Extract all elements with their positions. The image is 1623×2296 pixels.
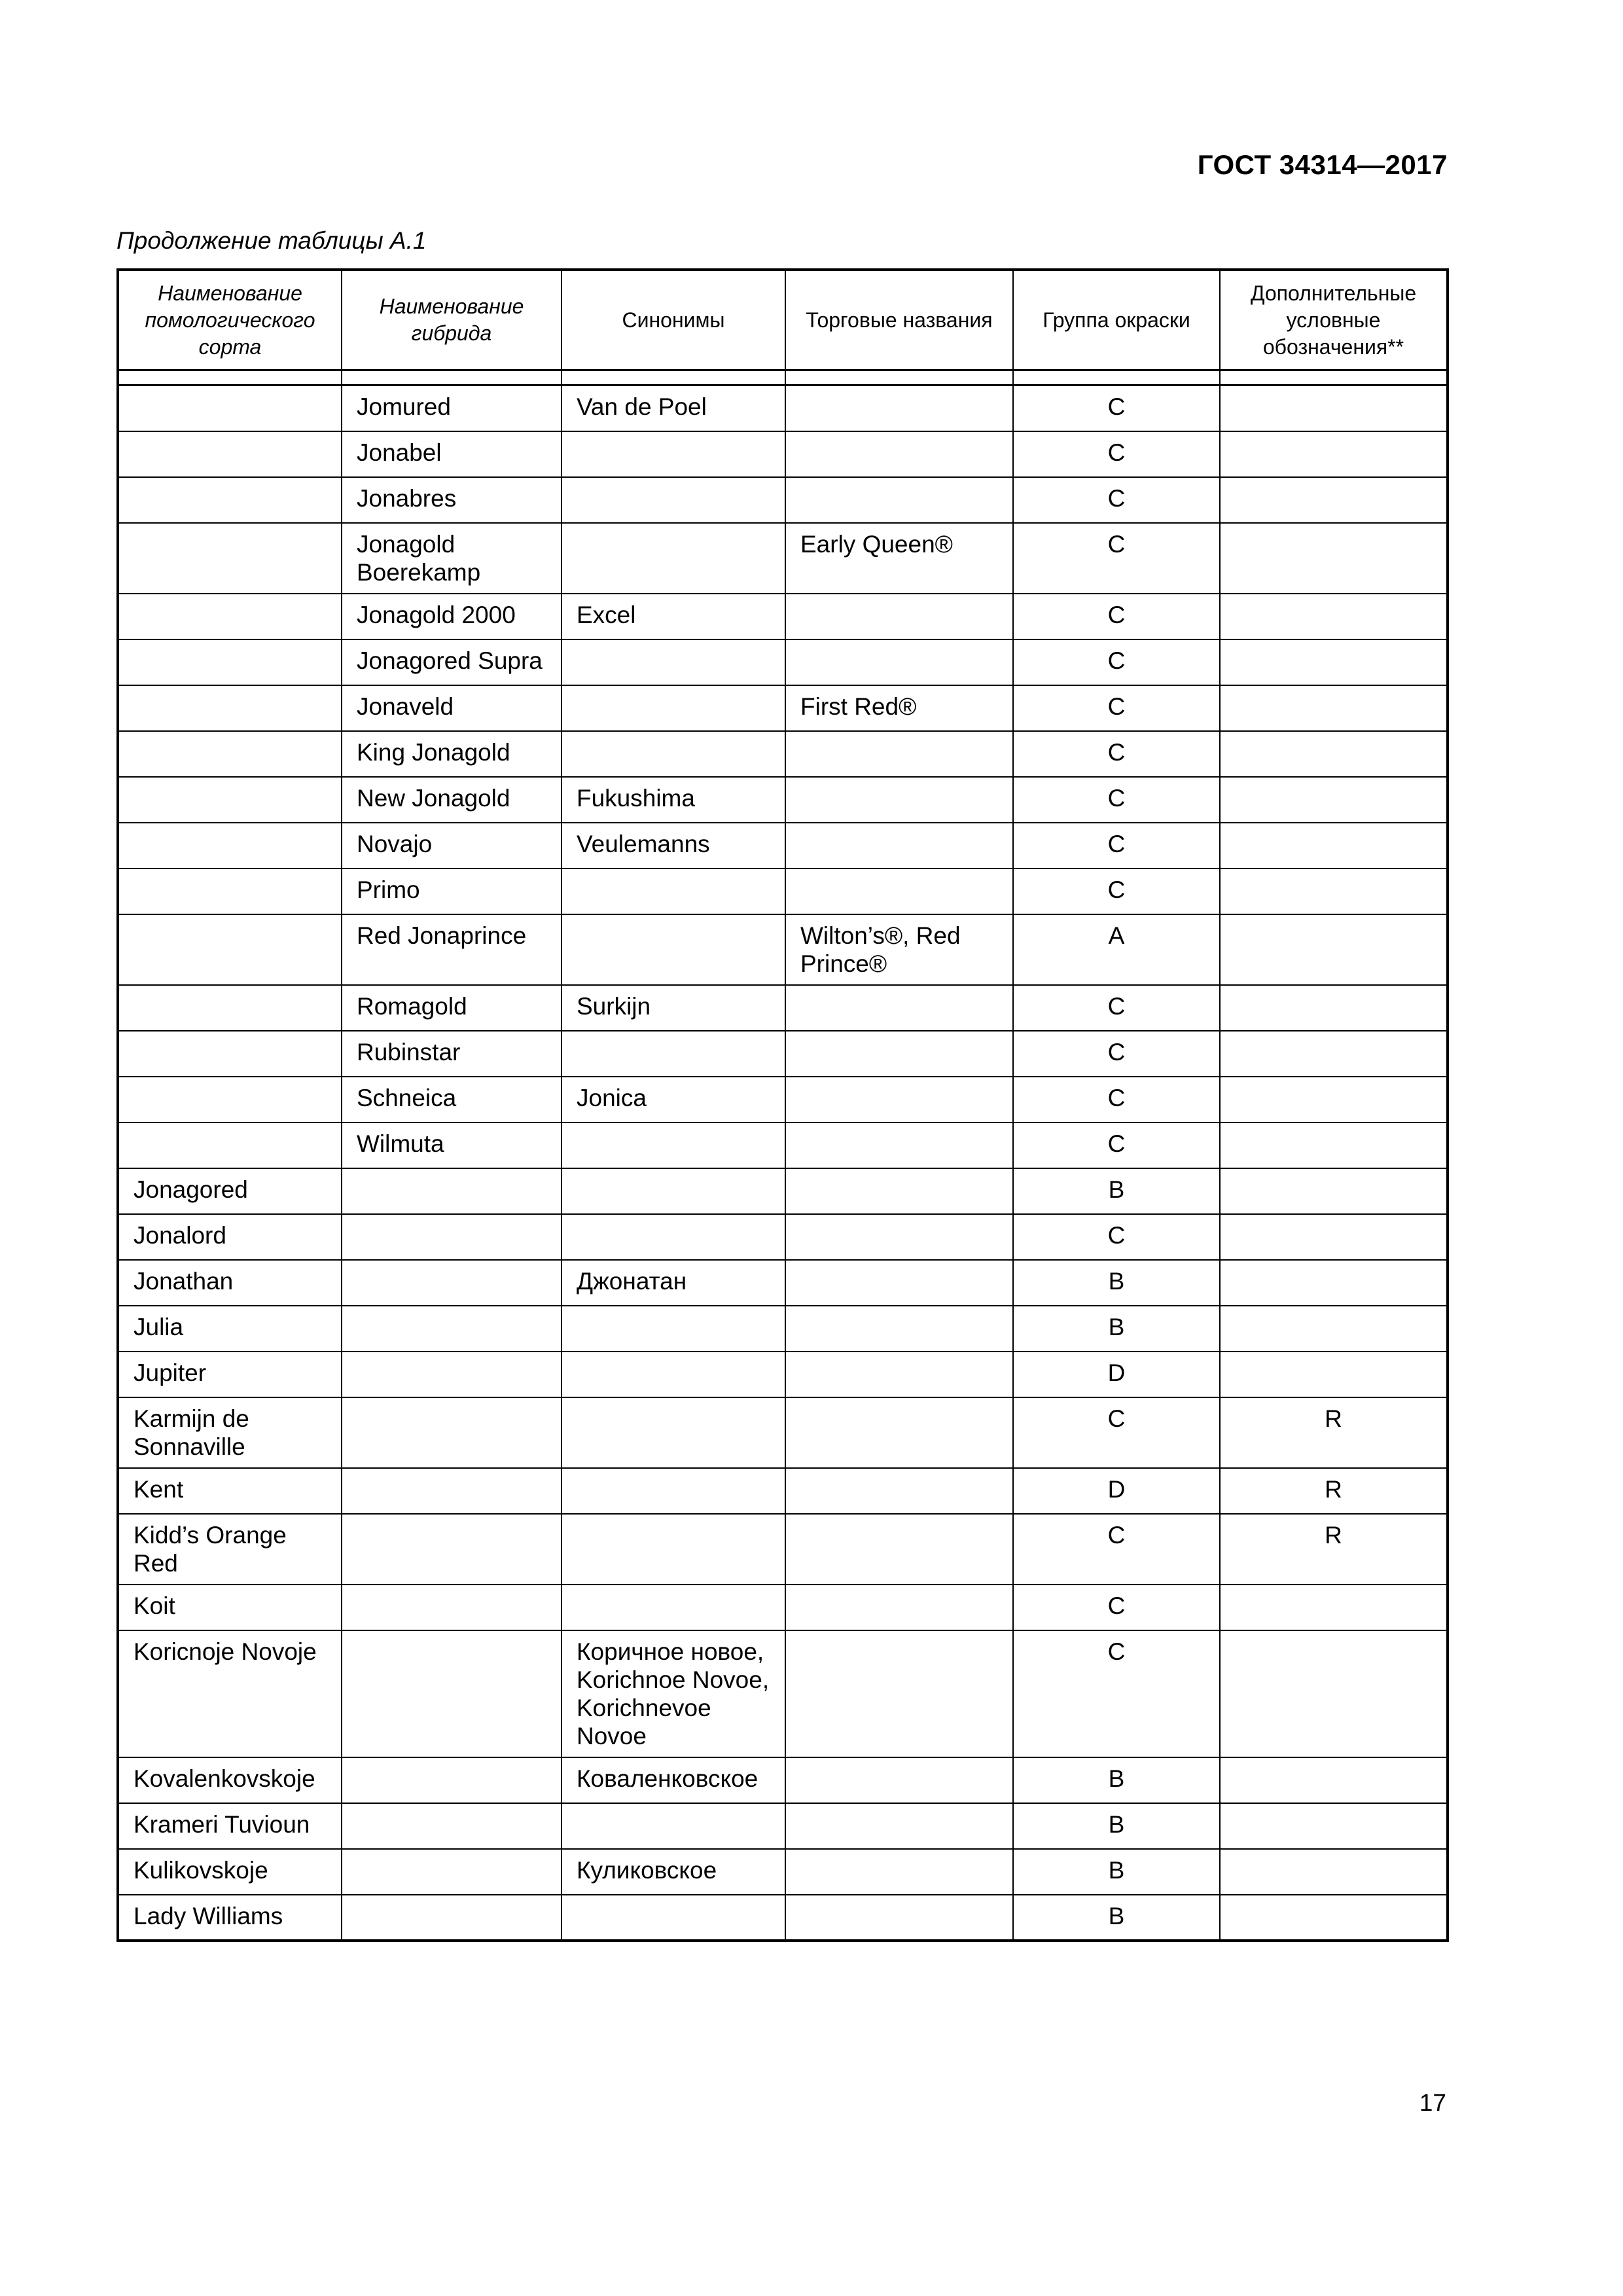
hybrid-name-cell: [342, 1757, 562, 1803]
trade-names-cell: [785, 1122, 1013, 1168]
document-code: ГОСТ 34314—2017: [1197, 149, 1448, 180]
varieties-table: [116, 268, 1449, 1942]
synonyms-cell: [562, 1895, 785, 1941]
hybrid-name-cell: Jonaveld: [342, 685, 562, 731]
synonyms-cell: [562, 685, 785, 731]
pomological-variety-cell: Kent: [118, 1468, 342, 1514]
trade-names-cell: [785, 1168, 1013, 1214]
trade-names-cell: [785, 594, 1013, 639]
pomological-variety-cell: Koit: [118, 1585, 342, 1630]
color-group-cell: C: [1013, 985, 1220, 1031]
hybrid-name-cell: [342, 1895, 562, 1941]
pomological-variety-cell: Jonagored: [118, 1168, 342, 1214]
pomological-variety-cell: [118, 685, 342, 731]
synonyms-cell: [562, 1031, 785, 1077]
table-row: [118, 685, 1448, 731]
extra-designation-cell: [1220, 386, 1448, 431]
color-group-cell: C: [1013, 685, 1220, 731]
synonyms-cell: [562, 1122, 785, 1168]
extra-designation-cell: [1220, 1757, 1448, 1803]
table-row: [118, 1031, 1448, 1077]
color-group-cell: C: [1013, 386, 1220, 431]
pomological-variety-cell: Jonathan: [118, 1260, 342, 1306]
synonyms-cell: [562, 477, 785, 523]
synonyms-cell: Van de Poel: [562, 386, 785, 431]
extra-designation-cell: [1220, 639, 1448, 685]
table-row: [118, 639, 1448, 685]
extra-designation-cell: [1220, 777, 1448, 823]
hybrid-name-cell: Jonabres: [342, 477, 562, 523]
table-row: [118, 914, 1448, 985]
color-group-cell: B: [1013, 1803, 1220, 1849]
table-row: [118, 1306, 1448, 1352]
column-header: Торговые названия: [785, 270, 1013, 370]
hybrid-name-cell: [342, 1214, 562, 1260]
hybrid-name-cell: [342, 1849, 562, 1895]
trade-names-cell: [785, 1849, 1013, 1895]
page-number: 17: [1419, 2089, 1446, 2116]
synonyms-cell: [562, 1803, 785, 1849]
extra-designation-cell: [1220, 523, 1448, 594]
table-row: [118, 823, 1448, 869]
extra-designation-cell: [1220, 431, 1448, 477]
column-header: Наименование помологического сорта: [118, 270, 342, 370]
table-row: [118, 1214, 1448, 1260]
pomological-variety-cell: [118, 639, 342, 685]
extra-designation-cell: [1220, 1031, 1448, 1077]
color-group-cell: C: [1013, 823, 1220, 869]
column-header: Группа окраски: [1013, 270, 1220, 370]
hybrid-name-cell: [342, 1514, 562, 1585]
synonyms-cell: Veulemanns: [562, 823, 785, 869]
synonyms-cell: Surkijn: [562, 985, 785, 1031]
extra-designation-cell: R: [1220, 1397, 1448, 1468]
trade-names-cell: [785, 1214, 1013, 1260]
synonyms-cell: Джонатан: [562, 1260, 785, 1306]
pomological-variety-cell: [118, 386, 342, 431]
pomological-variety-cell: Kidd’s Orange Red: [118, 1514, 342, 1585]
pomological-variety-cell: [118, 1031, 342, 1077]
trade-names-cell: [785, 1352, 1013, 1397]
table-row: [118, 1168, 1448, 1214]
extra-designation-cell: [1220, 477, 1448, 523]
pomological-variety-cell: Jonalord: [118, 1214, 342, 1260]
trade-names-cell: [785, 1630, 1013, 1757]
pomological-variety-cell: [118, 523, 342, 594]
trade-names-cell: [785, 1260, 1013, 1306]
table-header: [118, 270, 1448, 370]
extra-designation-cell: [1220, 1630, 1448, 1757]
extra-designation-cell: [1220, 1585, 1448, 1630]
extra-designation-cell: [1220, 914, 1448, 985]
trade-names-cell: [785, 431, 1013, 477]
pomological-variety-cell: Karmijn de Sonnaville: [118, 1397, 342, 1468]
color-group-cell: B: [1013, 1168, 1220, 1214]
extra-designation-cell: [1220, 869, 1448, 914]
hybrid-name-cell: Primo: [342, 869, 562, 914]
synonyms-cell: [562, 1168, 785, 1214]
table-row: [118, 1260, 1448, 1306]
synonyms-cell: [562, 869, 785, 914]
table-row: [118, 1849, 1448, 1895]
color-group-cell: B: [1013, 1895, 1220, 1941]
extra-designation-cell: [1220, 594, 1448, 639]
synonyms-cell: Excel: [562, 594, 785, 639]
extra-designation-cell: [1220, 1214, 1448, 1260]
trade-names-cell: [785, 1306, 1013, 1352]
pomological-variety-cell: [118, 731, 342, 777]
extra-designation-cell: [1220, 985, 1448, 1031]
pomological-variety-cell: Kovalenkovskoje: [118, 1757, 342, 1803]
trade-names-cell: [785, 386, 1013, 431]
synonyms-cell: [562, 1214, 785, 1260]
table-row: [118, 594, 1448, 639]
extra-designation-cell: [1220, 1077, 1448, 1122]
table-row: [118, 1757, 1448, 1803]
color-group-cell: B: [1013, 1849, 1220, 1895]
table-body: [118, 370, 1448, 1941]
extra-designation-cell: [1220, 685, 1448, 731]
synonyms-cell: [562, 731, 785, 777]
pomological-variety-cell: [118, 1077, 342, 1122]
trade-names-cell: [785, 1757, 1013, 1803]
color-group-cell: C: [1013, 639, 1220, 685]
synonyms-cell: Коваленковское: [562, 1757, 785, 1803]
color-group-cell: D: [1013, 1352, 1220, 1397]
synonyms-cell: [562, 1352, 785, 1397]
trade-names-cell: [785, 985, 1013, 1031]
color-group-cell: B: [1013, 1260, 1220, 1306]
extra-designation-cell: [1220, 1260, 1448, 1306]
table-row: [118, 1514, 1448, 1585]
pomological-variety-cell: Koricnoje Novoje: [118, 1630, 342, 1757]
hybrid-name-cell: [342, 1168, 562, 1214]
pomological-variety-cell: [118, 431, 342, 477]
color-group-cell: C: [1013, 594, 1220, 639]
color-group-cell: C: [1013, 1214, 1220, 1260]
synonyms-cell: [562, 1514, 785, 1585]
color-group-cell: C: [1013, 1077, 1220, 1122]
hybrid-name-cell: Novajo: [342, 823, 562, 869]
hybrid-name-cell: [342, 1306, 562, 1352]
table-row: [118, 1585, 1448, 1630]
column-header: Наименование гибрида: [342, 270, 562, 370]
synonyms-cell: Коричное новое, Korichnoe Novoe, Korichnevoe Novoe: [562, 1630, 785, 1757]
table-row: [118, 431, 1448, 477]
synonyms-cell: Куликовское: [562, 1849, 785, 1895]
extra-designation-cell: [1220, 1895, 1448, 1941]
hybrid-name-cell: Jonabel: [342, 431, 562, 477]
color-group-cell: C: [1013, 431, 1220, 477]
table-row: [118, 477, 1448, 523]
color-group-cell: C: [1013, 1630, 1220, 1757]
color-group-cell: C: [1013, 477, 1220, 523]
table-row: [118, 523, 1448, 594]
trade-names-cell: [785, 731, 1013, 777]
synonyms-cell: [562, 1397, 785, 1468]
synonyms-cell: Fukushima: [562, 777, 785, 823]
header-separator: [118, 370, 1448, 386]
table-row: [118, 1895, 1448, 1941]
hybrid-name-cell: [342, 1260, 562, 1306]
extra-designation-cell: [1220, 1122, 1448, 1168]
hybrid-name-cell: [342, 1630, 562, 1757]
table-row: [118, 985, 1448, 1031]
pomological-variety-cell: Kulikovskoje: [118, 1849, 342, 1895]
trade-names-cell: [785, 639, 1013, 685]
trade-names-cell: [785, 777, 1013, 823]
pomological-variety-cell: [118, 477, 342, 523]
hybrid-name-cell: Jonagold 2000: [342, 594, 562, 639]
trade-names-cell: [785, 869, 1013, 914]
extra-designation-cell: [1220, 1352, 1448, 1397]
pomological-variety-cell: [118, 914, 342, 985]
column-header: Дополнительные условные обозначения**: [1220, 270, 1448, 370]
pomological-variety-cell: [118, 823, 342, 869]
hybrid-name-cell: Jonagold Boerekamp: [342, 523, 562, 594]
trade-names-cell: [785, 1077, 1013, 1122]
color-group-cell: C: [1013, 869, 1220, 914]
hybrid-name-cell: Romagold: [342, 985, 562, 1031]
pomological-variety-cell: [118, 985, 342, 1031]
header-row: [118, 270, 1448, 370]
trade-names-cell: [785, 823, 1013, 869]
hybrid-name-cell: Red Jonaprince: [342, 914, 562, 985]
synonyms-cell: [562, 431, 785, 477]
color-group-cell: C: [1013, 777, 1220, 823]
hybrid-name-cell: New Jonagold: [342, 777, 562, 823]
hybrid-name-cell: [342, 1468, 562, 1514]
hybrid-name-cell: [342, 1352, 562, 1397]
table-container: [116, 268, 1446, 1942]
trade-names-cell: [785, 1468, 1013, 1514]
trade-names-cell: [785, 1895, 1013, 1941]
trade-names-cell: [785, 477, 1013, 523]
extra-designation-cell: [1220, 731, 1448, 777]
synonyms-cell: [562, 1585, 785, 1630]
pomological-variety-cell: [118, 869, 342, 914]
table-caption: Продолжение таблицы А.1: [116, 227, 427, 254]
synonyms-cell: [562, 914, 785, 985]
trade-names-cell: [785, 1031, 1013, 1077]
color-group-cell: C: [1013, 1031, 1220, 1077]
color-group-cell: C: [1013, 1397, 1220, 1468]
color-group-cell: C: [1013, 1585, 1220, 1630]
table-row: [118, 777, 1448, 823]
pomological-variety-cell: [118, 594, 342, 639]
extra-designation-cell: [1220, 1168, 1448, 1214]
extra-designation-cell: R: [1220, 1514, 1448, 1585]
hybrid-name-cell: [342, 1803, 562, 1849]
hybrid-name-cell: [342, 1397, 562, 1468]
color-group-cell: C: [1013, 1122, 1220, 1168]
hybrid-name-cell: [342, 1585, 562, 1630]
synonyms-cell: [562, 639, 785, 685]
synonyms-cell: [562, 1468, 785, 1514]
table-row: [118, 1077, 1448, 1122]
pomological-variety-cell: Krameri Tuvioun: [118, 1803, 342, 1849]
synonyms-cell: Jonica: [562, 1077, 785, 1122]
hybrid-name-cell: Jomured: [342, 386, 562, 431]
trade-names-cell: Wilton’s®, Red Prince®: [785, 914, 1013, 985]
table-row: [118, 1122, 1448, 1168]
color-group-cell: B: [1013, 1757, 1220, 1803]
trade-names-cell: [785, 1585, 1013, 1630]
extra-designation-cell: [1220, 1306, 1448, 1352]
color-group-cell: D: [1013, 1468, 1220, 1514]
color-group-cell: C: [1013, 523, 1220, 594]
pomological-variety-cell: [118, 1122, 342, 1168]
trade-names-cell: [785, 1803, 1013, 1849]
color-group-cell: C: [1013, 731, 1220, 777]
trade-names-cell: First Red®: [785, 685, 1013, 731]
hybrid-name-cell: Jonagored Supra: [342, 639, 562, 685]
table-row: [118, 1397, 1448, 1468]
table-row: [118, 1803, 1448, 1849]
table-row: [118, 731, 1448, 777]
table-row: [118, 386, 1448, 431]
trade-names-cell: [785, 1397, 1013, 1468]
extra-designation-cell: [1220, 1803, 1448, 1849]
table-row: [118, 1630, 1448, 1757]
table-row: [118, 869, 1448, 914]
extra-designation-cell: R: [1220, 1468, 1448, 1514]
synonyms-cell: [562, 523, 785, 594]
pomological-variety-cell: Jupiter: [118, 1352, 342, 1397]
hybrid-name-cell: King Jonagold: [342, 731, 562, 777]
pomological-variety-cell: Lady Williams: [118, 1895, 342, 1941]
pomological-variety-cell: [118, 777, 342, 823]
color-group-cell: C: [1013, 1514, 1220, 1585]
trade-names-cell: [785, 1514, 1013, 1585]
synonyms-cell: [562, 1306, 785, 1352]
table-row: [118, 1468, 1448, 1514]
hybrid-name-cell: Schneica: [342, 1077, 562, 1122]
extra-designation-cell: [1220, 823, 1448, 869]
extra-designation-cell: [1220, 1849, 1448, 1895]
hybrid-name-cell: Rubinstar: [342, 1031, 562, 1077]
pomological-variety-cell: Julia: [118, 1306, 342, 1352]
color-group-cell: A: [1013, 914, 1220, 985]
trade-names-cell: Early Queen®: [785, 523, 1013, 594]
column-header: Синонимы: [562, 270, 785, 370]
table-row: [118, 1352, 1448, 1397]
color-group-cell: B: [1013, 1306, 1220, 1352]
hybrid-name-cell: Wilmuta: [342, 1122, 562, 1168]
